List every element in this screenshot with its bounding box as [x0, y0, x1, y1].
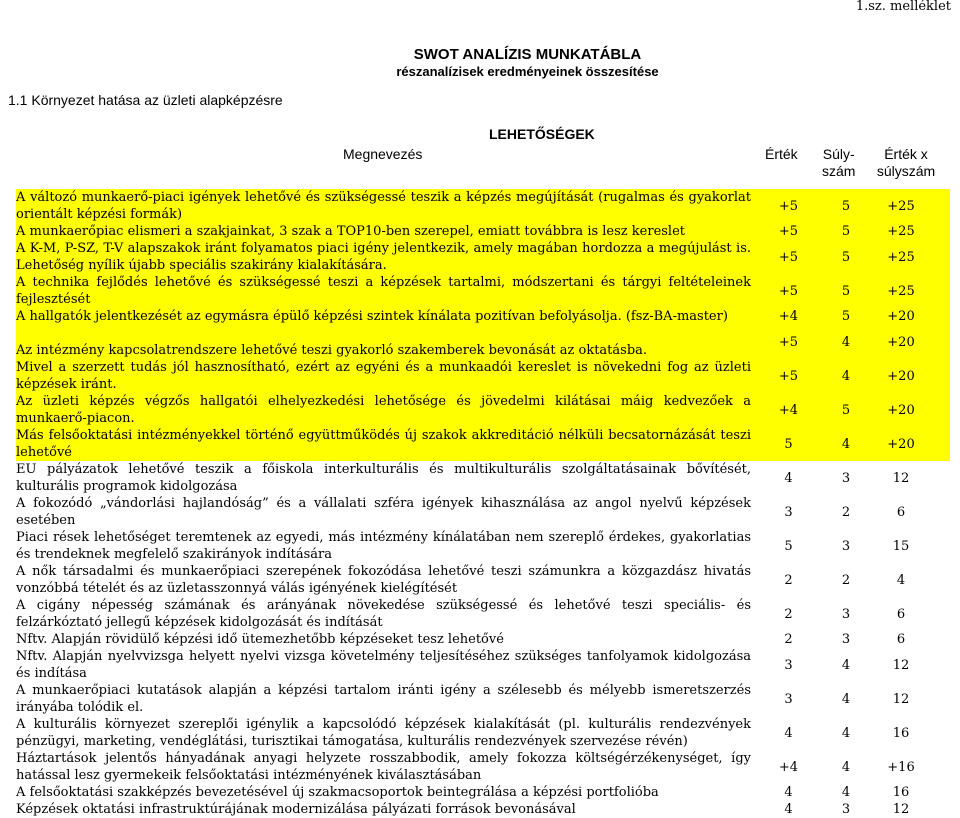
row-weight: 5	[841, 402, 851, 418]
row-product: 15	[892, 538, 910, 554]
row-value: +4	[778, 309, 799, 324]
row-product: 6	[896, 504, 906, 520]
row-description: A fokozódó „vándorlási hajlandóság” és a vállalati szféra igények kihasználása az angol nyelvű képzések esetében	[16, 496, 751, 528]
row-weight: 3	[841, 606, 851, 622]
row-weight: 2	[841, 572, 851, 588]
table-row	[16, 325, 950, 359]
row-value: 4	[784, 785, 793, 800]
row-description: Nftv. Alapján nyelvvizsga helyett nyelvi vizsga követelmény teljesítéséhez szükséges tanfolyamok kidolgozása és indítása	[16, 649, 751, 681]
row-value: +4	[778, 402, 799, 418]
table-row	[16, 682, 950, 716]
row-value: 4	[784, 725, 793, 741]
row-value: +5	[778, 198, 799, 214]
row-description: Képzések oktatási infrastruktúrájának modernizálása pályázati források bevonásával	[16, 802, 576, 817]
row-value: 3	[784, 691, 793, 707]
row-description: A technika fejlődés lehetővé és szükségessé teszi a képzések tartalmi, módszertani és tárgyi feltételeinek fejlesztését	[16, 275, 751, 307]
row-weight: 3	[841, 632, 851, 647]
row-product: +16	[887, 759, 915, 775]
row-value: +5	[778, 249, 799, 265]
table-row	[16, 529, 950, 563]
row-product: +20	[887, 436, 915, 452]
row-product: 16	[892, 785, 910, 800]
row-weight: 4	[841, 368, 851, 384]
row-description: Az intézmény kapcsolatrendszere lehetővé teszi gyakorló szakemberek bevonását az oktatásba.	[16, 343, 648, 358]
row-description: A K-M, P-SZ, T-V alapszakok iránt folyamatos piaci igény jelentkezik, amely magában hordozza a megújulást is. Lehetőség nyílik újabb speciális szakirány kialakítására.	[16, 241, 751, 273]
row-value: 4	[784, 470, 793, 486]
row-product: +20	[887, 334, 915, 350]
table-row	[16, 495, 950, 529]
row-product: 6	[896, 606, 906, 622]
table-row	[16, 784, 950, 801]
row-value: 2	[784, 572, 793, 588]
row-value: 5	[784, 436, 793, 452]
row-product: +20	[887, 309, 915, 324]
row-weight: 3	[841, 470, 851, 486]
table-row	[16, 716, 950, 750]
table-row	[16, 359, 950, 393]
row-value: +5	[778, 334, 799, 350]
row-product: 16	[892, 725, 910, 741]
row-product: 4	[896, 572, 906, 588]
table-row	[16, 393, 950, 427]
row-weight: 4	[841, 691, 851, 707]
row-product: +20	[887, 368, 915, 384]
row-description: Az üzleti képzés végzős hallgatói elhelyezkedési lehetősége és jövedelmi kilátásai máig kedvezőek a munkaerő-piacon.	[16, 394, 751, 426]
row-value: +5	[778, 224, 799, 239]
swot-table-body	[16, 189, 950, 818]
row-weight: 5	[841, 309, 851, 324]
row-weight: 5	[841, 224, 851, 239]
opportunities-header: LEHETŐSÉGEK	[489, 126, 595, 142]
table-row	[16, 801, 950, 818]
row-weight: 4	[841, 785, 851, 800]
row-description: EU pályázatok lehetővé teszik a főiskola interkulturális és multikulturális szolgáltatásainak bővítését, kulturális programok kidolgozása	[16, 462, 751, 494]
row-description: A kulturális környezet szereplői igénylik a kapcsolódó képzések kialakítását (pl. kulturális rendezvények pénzügyi, marketing, vendéglátási, turisztikai támogatása, kulturális rendezvények szervezése révén)	[16, 717, 751, 749]
row-product: +25	[887, 283, 915, 299]
row-description: Háztartások jelentős hányadának anyagi helyzete rosszabbodik, amely fokozza költségérzékenységet, így hatással lesz gyermekeik felsőoktatási intézményének kiválasztásában	[16, 751, 751, 783]
row-description: A munkaerőpiaci kutatások alapján a képzési tartalom iránti igény a szélesebb és mélyebb ismeretszerzés irányába tolódik el.	[16, 683, 751, 715]
table-row	[16, 427, 950, 461]
row-value: 4	[784, 802, 793, 817]
column-header-name: Megnevezés	[343, 146, 423, 162]
row-weight: 3	[841, 538, 851, 554]
row-product: 6	[896, 632, 906, 647]
row-product: +25	[887, 249, 915, 265]
column-header-product: Érték x súlyszám	[876, 146, 936, 179]
row-weight: 2	[841, 504, 851, 520]
row-description: A változó munkaerő-piaci igények lehetővé és szükségessé teszik a képzés megújítását (rugalmas és gyakorlat orientált képzési formák)	[16, 190, 751, 222]
row-product: 12	[892, 470, 910, 486]
row-value: +5	[778, 283, 799, 299]
row-value: 2	[784, 606, 793, 622]
row-weight: 5	[841, 283, 851, 299]
table-row	[16, 223, 950, 240]
column-header-weight: Súly- szám	[822, 146, 856, 179]
row-value: 5	[784, 538, 793, 554]
row-description: A felsőoktatási szakképzés bevezetésével új szakmacsoportok beintegrálása a képzési portfolióba	[16, 785, 659, 800]
row-weight: 4	[841, 436, 851, 452]
row-description: A nők társadalmi és munkaerőpiaci szerepének fokozódása lehetővé teszi számunkra a közgazdász hivatás vonzóbbá tételét és az üzletasszonnyá válás igényének kielégítését	[16, 564, 751, 596]
row-description: A munkaerőpiac elismeri a szakjainkat, 3 szak a TOP10-ben szerepel, emiatt továbbra is lesz kereslet	[16, 224, 686, 239]
row-product: +20	[887, 402, 915, 418]
row-description: Piaci rések lehetőséget teremtenek az egyedi, más intézmény kínálatában nem szereplő érdekes, gyakorlatias és trendeknek megfelelő szakirányok indítására	[16, 530, 751, 562]
row-product: +25	[887, 198, 915, 214]
row-value: +4	[778, 759, 799, 775]
document-title: SWOT ANALÍZIS MUNKATÁBLA	[413, 46, 642, 63]
table-row	[16, 461, 950, 495]
row-weight: 3	[841, 802, 851, 817]
row-weight: 5	[841, 249, 851, 265]
row-product: 12	[892, 691, 910, 707]
column-header-value: Érték	[765, 146, 798, 162]
table-row	[16, 631, 950, 648]
table-row	[16, 563, 950, 597]
row-weight: 4	[841, 725, 851, 741]
annex-label: 1.sz. melléklet	[855, 0, 951, 14]
document-subtitle: részanalízisek eredményeinek összesítése	[396, 64, 659, 79]
row-product: 12	[892, 802, 910, 817]
row-weight: 4	[841, 759, 851, 775]
table-row	[16, 240, 950, 274]
table-row	[16, 189, 950, 223]
row-description: A hallgatók jelentkezését az egymásra épülő képzési szintek kínálata pozitívan befolyásolja. (fsz-BA-master)	[16, 309, 728, 324]
table-row	[16, 597, 950, 631]
row-product: +25	[887, 224, 915, 239]
row-weight: 5	[841, 198, 851, 214]
table-row	[16, 750, 950, 784]
row-description: Más felsőoktatási intézményekkel történő együttműködés új szakok akkreditáció nélküli becsatornázását teszi lehetővé	[16, 428, 751, 460]
row-value: 3	[784, 657, 793, 673]
table-row	[16, 308, 950, 325]
section-title: 1.1 Környezet hatása az üzleti alapképzésre	[8, 92, 283, 108]
row-weight: 4	[841, 334, 851, 350]
row-description: A cigány népesség számának és arányának növekedése szükségessé és lehetővé teszi speciális- és felzárkóztató jellegű képzések kidolgozását és indítását	[16, 598, 751, 630]
row-value: 2	[784, 632, 793, 647]
row-description: Nftv. Alapján rövidülő képzési idő ütemezhetőbb képzéseket tesz lehetővé	[16, 632, 504, 647]
table-row	[16, 648, 950, 682]
row-weight: 4	[841, 657, 851, 673]
row-product: 12	[892, 657, 910, 673]
row-description: Mivel a szerzett tudás jól hasznosítható, ezért az egyéni és a munkaadói kereslet is növekedni fog az üzleti képzések iránt.	[16, 360, 751, 392]
row-value: +5	[778, 368, 799, 384]
table-row	[16, 274, 950, 308]
row-value: 3	[784, 504, 793, 520]
